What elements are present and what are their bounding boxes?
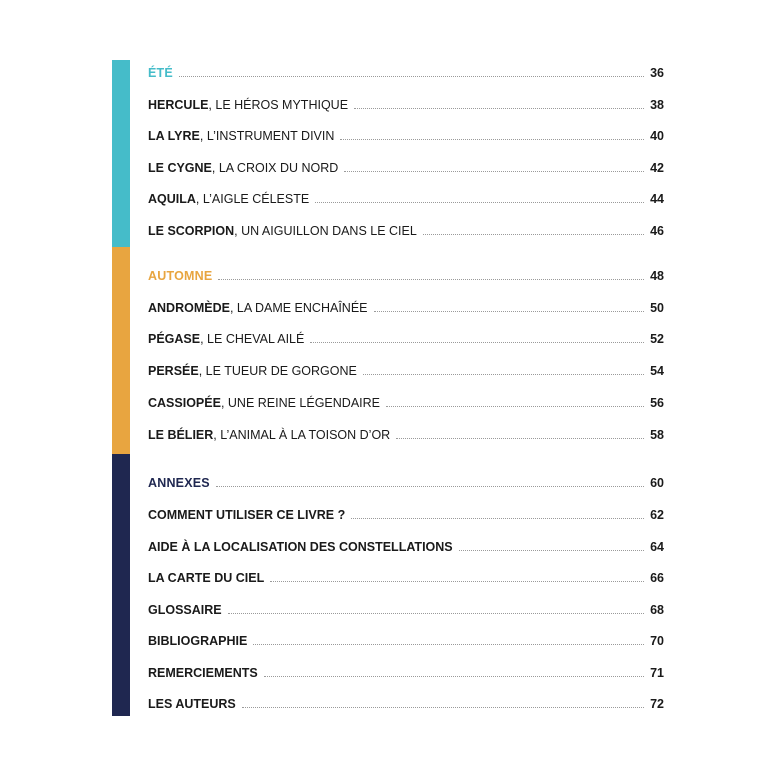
page-number: 36 bbox=[650, 66, 664, 80]
toc-entry[interactable] bbox=[148, 394, 664, 410]
heading-title: AUTOMNE bbox=[148, 269, 213, 283]
entry-title-bold: HERCULE bbox=[148, 98, 209, 112]
dot-leader bbox=[396, 438, 644, 439]
page-number: 48 bbox=[650, 269, 664, 283]
dot-leader bbox=[216, 486, 644, 487]
section-ete bbox=[112, 60, 668, 247]
entry-title-rest: , LA DAME ENCHAÎNÉE bbox=[229, 301, 368, 315]
dot-leader bbox=[253, 644, 644, 645]
toc-heading-annexes[interactable] bbox=[148, 474, 664, 490]
toc-entry[interactable] bbox=[148, 538, 664, 554]
entry-title-bold: REMERCIEMENTS bbox=[148, 666, 258, 680]
dot-leader bbox=[354, 108, 644, 109]
toc-entry[interactable] bbox=[148, 601, 664, 617]
toc-entry[interactable] bbox=[148, 664, 664, 680]
entry-title-bold: AQUILA bbox=[148, 192, 196, 206]
page-number: 64 bbox=[650, 540, 664, 554]
dot-leader bbox=[351, 518, 644, 519]
entry-title-bold: LE BÉLIER bbox=[148, 428, 214, 442]
entry-title-bold: AIDE À LA LOCALISATION DES CONSTELLATIONS bbox=[148, 540, 453, 554]
dot-leader bbox=[423, 234, 644, 235]
page-number: 71 bbox=[650, 666, 664, 680]
page-number: 68 bbox=[650, 603, 664, 617]
entry-title-bold: BIBLIOGRAPHIE bbox=[148, 634, 248, 648]
entry-title-rest: , LE CHEVAL AILÉ bbox=[200, 332, 305, 346]
entry-title-rest: , UN AIGUILLON DANS LE CIEL bbox=[234, 224, 417, 238]
dot-leader bbox=[242, 707, 644, 708]
dot-leader bbox=[270, 581, 644, 582]
dot-leader bbox=[218, 279, 644, 280]
heading-title: ÉTÉ bbox=[148, 66, 173, 80]
entry-title-rest: , UNE REINE LÉGENDAIRE bbox=[220, 396, 381, 410]
entry-title-bold: PERSÉE bbox=[148, 364, 199, 378]
toc-entry[interactable] bbox=[148, 632, 664, 648]
toc-entry[interactable] bbox=[148, 222, 664, 238]
page-number: 72 bbox=[650, 697, 664, 711]
entry-title-bold: LA LYRE bbox=[148, 129, 200, 143]
entry-title-bold: LES AUTEURS bbox=[148, 697, 236, 711]
dot-leader bbox=[459, 550, 644, 551]
dot-leader bbox=[363, 374, 644, 375]
entry-title-bold: LA CARTE DU CIEL bbox=[148, 571, 265, 585]
toc-entry[interactable] bbox=[148, 190, 664, 206]
heading-title: ANNEXES bbox=[148, 476, 210, 490]
dot-leader bbox=[340, 139, 644, 140]
dot-leader bbox=[264, 676, 644, 677]
page-number: 50 bbox=[650, 301, 664, 315]
page-number: 54 bbox=[650, 364, 664, 378]
toc-entry[interactable] bbox=[148, 96, 664, 112]
dot-leader bbox=[310, 342, 644, 343]
toc-entry[interactable] bbox=[148, 127, 664, 143]
entry-title-rest: , LE HÉROS MYTHIQUE bbox=[208, 98, 349, 112]
toc-entry[interactable] bbox=[148, 362, 664, 378]
page-number: 66 bbox=[650, 571, 664, 585]
entry-title-rest: , LE TUEUR DE GORGONE bbox=[198, 364, 357, 378]
entry-title-rest: , L’ANIMAL À LA TOISON D’OR bbox=[213, 428, 391, 442]
section-automne bbox=[112, 247, 668, 454]
dot-leader bbox=[228, 613, 644, 614]
entry-title-rest: , L’AIGLE CÉLESTE bbox=[195, 192, 310, 206]
entry-title-bold: COMMENT UTILISER CE LIVRE ? bbox=[148, 508, 346, 522]
section-color-bar-ete bbox=[112, 60, 130, 247]
section-annexes bbox=[112, 454, 668, 716]
toc-entry[interactable] bbox=[148, 426, 664, 442]
entry-title-bold: ANDROMÈDE bbox=[148, 301, 230, 315]
page-number: 56 bbox=[650, 396, 664, 410]
page-number: 62 bbox=[650, 508, 664, 522]
entry-title-bold: LE SCORPION bbox=[148, 224, 235, 238]
entry-title-rest: , LA CROIX DU NORD bbox=[211, 161, 339, 175]
page-number: 42 bbox=[650, 161, 664, 175]
toc-heading-automne[interactable] bbox=[148, 267, 664, 283]
entry-title-bold: PÉGASE bbox=[148, 332, 201, 346]
dot-leader bbox=[315, 202, 644, 203]
dot-leader bbox=[374, 311, 645, 312]
dot-leader bbox=[179, 76, 644, 77]
toc-entry[interactable] bbox=[148, 330, 664, 346]
entry-title-bold: GLOSSAIRE bbox=[148, 603, 222, 617]
page-number: 46 bbox=[650, 224, 664, 238]
toc-entry[interactable] bbox=[148, 159, 664, 175]
toc-heading-ete[interactable] bbox=[148, 64, 664, 80]
toc-entry[interactable] bbox=[148, 695, 664, 711]
toc-entry[interactable] bbox=[148, 569, 664, 585]
page-number: 44 bbox=[650, 192, 664, 206]
section-color-bar-annexes bbox=[112, 454, 130, 716]
page-number: 52 bbox=[650, 332, 664, 346]
section-color-bar-automne bbox=[112, 247, 130, 454]
page-number: 40 bbox=[650, 129, 664, 143]
toc-entry[interactable] bbox=[148, 506, 664, 522]
toc-entry[interactable] bbox=[148, 299, 664, 315]
dot-leader bbox=[386, 406, 644, 407]
entry-title-rest: , L’INSTRUMENT DIVIN bbox=[199, 129, 335, 143]
page-number: 70 bbox=[650, 634, 664, 648]
page-number: 58 bbox=[650, 428, 664, 442]
entry-title-bold: LE CYGNE bbox=[148, 161, 212, 175]
entry-title-bold: CASSIOPÉE bbox=[148, 396, 221, 410]
page-number: 60 bbox=[650, 476, 664, 490]
dot-leader bbox=[344, 171, 644, 172]
page-number: 38 bbox=[650, 98, 664, 112]
